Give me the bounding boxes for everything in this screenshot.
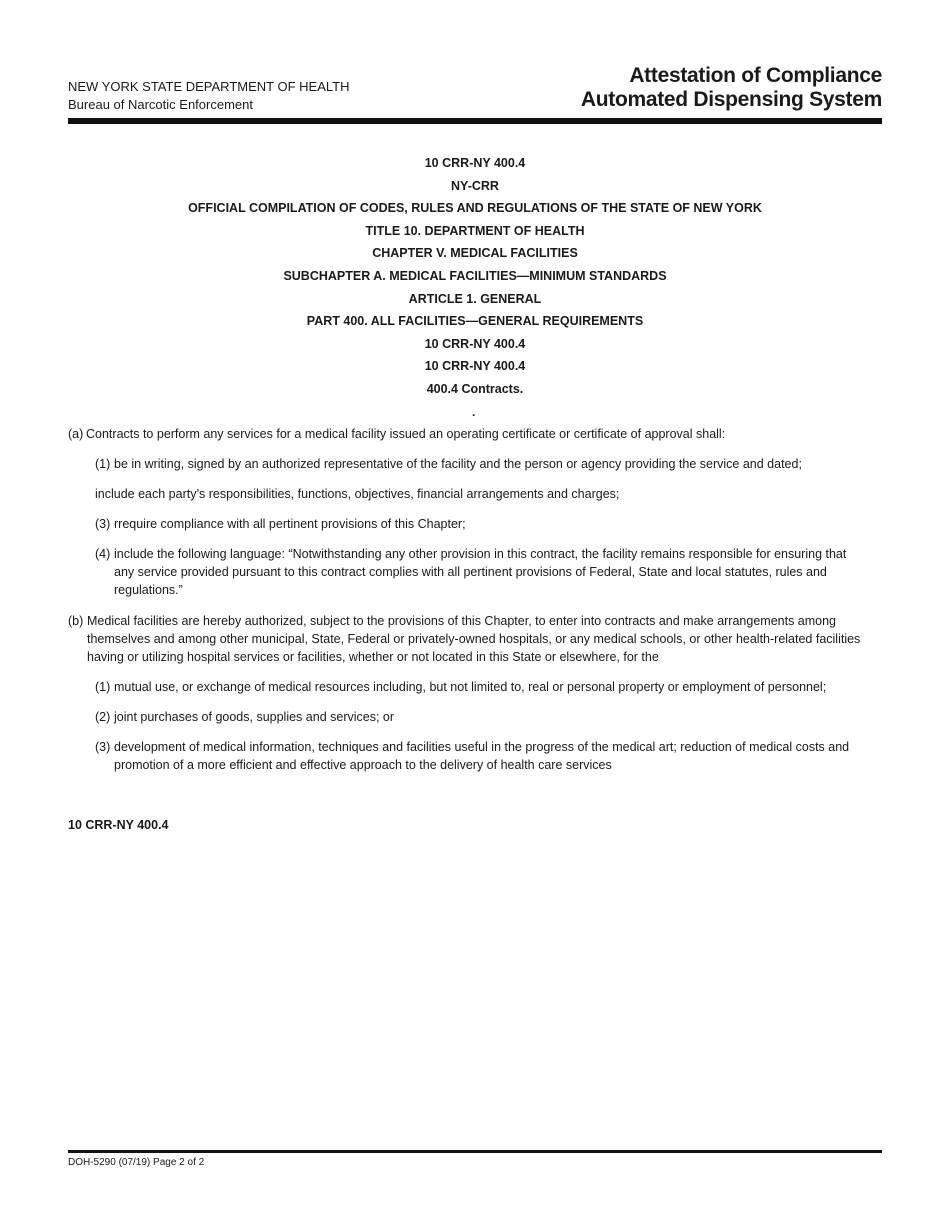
caption-line: 10 CRR-NY 400.4 [424, 156, 526, 170]
caption-line: CHAPTER V. MEDICAL FACILITIES [372, 246, 578, 261]
item-label: (3) [95, 517, 111, 531]
title-line-1: Attestation of Compliance [629, 64, 882, 87]
item-text: be in writing, signed by an authorized representative of the facility and the person or agency providing the service and dated; [114, 457, 802, 471]
bureau-name: Bureau of Narcotic Enforcement [68, 97, 253, 112]
caption-line: SUBCHAPTER A. MEDICAL FACILITIES—MINIMUM STANDARDS [283, 268, 667, 283]
caption-line: 10 CRR-NY 400.4 [424, 359, 526, 374]
item-text: include the following language: “Notwithstanding any other provision in this contract, the facility remains responsible for ensuring that any service provided pursuant to this contract complies with all pertinent provisions of Federal, State and local statutes, rules and regulations.” [114, 547, 847, 597]
document-title [581, 64, 882, 112]
list-item [95, 455, 864, 473]
list-item [95, 545, 851, 599]
item-text: development of medical information, techniques and facilities useful in the progress of the medical art; reduction of medical costs and promotion of a more efficient and effective approach to the delivery of health care services [114, 740, 850, 772]
item-label: (1) [95, 680, 111, 694]
header-rule [68, 118, 882, 124]
list-item [95, 738, 864, 774]
paragraph-label: (a) [68, 427, 84, 441]
item-label: (4) [95, 547, 111, 561]
caption-line: TITLE 10. DEPARTMENT OF HEALTH [365, 223, 585, 238]
regulation-caption [0, 152, 950, 401]
list-item [95, 708, 864, 726]
item-label: (1) [95, 457, 111, 471]
list-item [95, 678, 864, 696]
title-line-2: Automated Dispensing System [580, 88, 882, 111]
paragraph-a [68, 425, 886, 443]
paragraph-text: Contracts to perform any services for a medical facility issued an operating certificate or certificate of approval shall: [86, 427, 726, 441]
section-title: 400.4 Contracts. [426, 381, 524, 396]
paragraph-text: Medical facilities are hereby authorized, subject to the provisions of this Chapter, to enter into contracts and make arrangements among themselves and among other municipal, State, Federal or privately-owned hospitals, or any medical schools, or other health-related facilities having or utilizing hospital services or facilities, whether or not located in this State or elsewhere, for the [87, 614, 861, 664]
caption-line: PART 400. ALL FACILITIES—GENERAL REQUIREMENTS [306, 314, 644, 329]
item-label: (2) [95, 710, 111, 724]
caption-line: 10 CRR-NY 400.4 [424, 336, 526, 351]
item-text: include each party’s responsibilities, functions, objectives, financial arrangements and charges; [95, 487, 620, 501]
closing-citation: 10 CRR-NY 400.4 [68, 818, 169, 832]
caption-line: OFFICIAL COMPILATION OF CODES, RULES AND REGULATIONS OF THE STATE OF NEW YORK [188, 201, 762, 216]
paragraph-label: (b) [68, 614, 84, 628]
agency-name: NEW YORK STATE DEPARTMENT OF HEALTH [68, 79, 350, 94]
caption-line: NY-CRR [451, 178, 499, 193]
form-footer: DOH-5290 (07/19) Page 2 of 2 [68, 1157, 205, 1168]
item-label: (3) [95, 740, 111, 754]
item-text: mutual use, or exchange of medical resources including, but not limited to, real or personal property or employment of personnel; [114, 680, 827, 694]
list-item [95, 515, 864, 533]
page-header [68, 62, 882, 114]
footer-rule [68, 1150, 882, 1153]
item-text: rrequire compliance with all pertinent provisions of this Chapter; [114, 517, 466, 531]
separator-dot: . [472, 405, 476, 419]
paragraph-b [68, 612, 883, 666]
list-item [95, 485, 864, 503]
item-text: joint purchases of goods, supplies and services; or [114, 710, 395, 724]
agency-block [68, 78, 349, 114]
caption-line: ARTICLE 1. GENERAL [408, 291, 542, 306]
